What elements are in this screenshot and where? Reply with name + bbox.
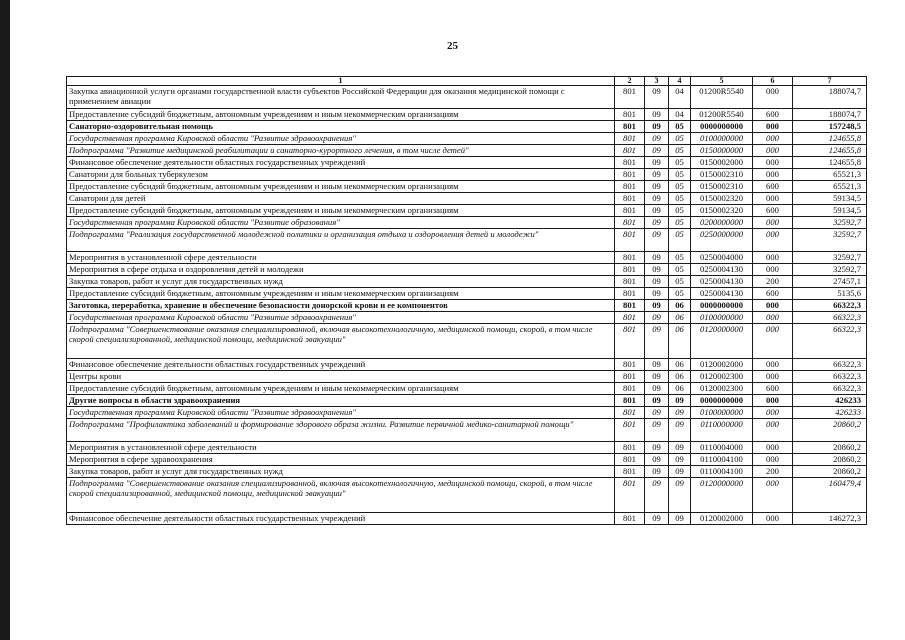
amount-cell: 32592,7 [793,252,867,264]
table-row [67,217,867,229]
table-header-row [67,77,867,86]
table-row [67,133,867,145]
target-article-cell: 0250004130 [691,276,753,288]
section-code-cell: 09 [645,359,669,371]
header-cell: 3 [645,77,669,86]
table-row [67,371,867,383]
expense-name-cell: Финансовое обеспечение деятельности областных государственных учреждений [67,513,615,525]
section-code-cell: 09 [645,383,669,395]
section-code-cell: 09 [645,371,669,383]
amount-cell: 160479,4 [793,478,867,513]
amount-cell: 66322,3 [793,324,867,359]
amount-cell: 32592,7 [793,217,867,229]
subsection-code-cell: 06 [669,312,691,324]
target-article-cell: 0110004000 [691,442,753,454]
target-article-cell: 0120002000 [691,359,753,371]
subsection-code-cell: 09 [669,513,691,525]
section-code-cell: 09 [645,276,669,288]
subsection-code-cell: 05 [669,133,691,145]
amount-cell: 20860,2 [793,442,867,454]
section-code-cell: 09 [645,264,669,276]
expense-type-cell: 000 [753,300,793,312]
expense-type-cell: 000 [753,312,793,324]
table-row [67,229,867,252]
expense-name-cell: Финансовое обеспечение деятельности областных государственных учреждений [67,359,615,371]
ministry-code-cell: 801 [615,276,645,288]
table-row [67,276,867,288]
subsection-code-cell: 09 [669,454,691,466]
target-article-cell: 0150000000 [691,145,753,157]
expense-name-cell: Финансовое обеспечение деятельности областных государственных учреждений [67,157,615,169]
ministry-code-cell: 801 [615,288,645,300]
amount-cell: 66322,3 [793,300,867,312]
subsection-code-cell: 05 [669,276,691,288]
ministry-code-cell: 801 [615,229,645,252]
expense-type-cell: 600 [753,109,793,121]
ministry-code-cell: 801 [615,478,645,513]
subsection-code-cell: 04 [669,86,691,109]
expense-type-cell: 000 [753,157,793,169]
section-code-cell: 09 [645,419,669,442]
section-code-cell: 09 [645,169,669,181]
section-code-cell: 09 [645,133,669,145]
header-cell: 6 [753,77,793,86]
ministry-code-cell: 801 [615,442,645,454]
section-code-cell: 09 [645,86,669,109]
expense-name-cell: Государственная программа Кировской области "Развитие здравоохранения" [67,407,615,419]
amount-cell: 124655,8 [793,133,867,145]
header-cell: 4 [669,77,691,86]
subsection-code-cell: 05 [669,217,691,229]
ministry-code-cell: 801 [615,454,645,466]
table-row [67,205,867,217]
ministry-code-cell: 801 [615,205,645,217]
table-row [67,169,867,181]
table-row [67,181,867,193]
expense-type-cell: 000 [753,454,793,466]
expense-type-cell: 000 [753,419,793,442]
table-row [67,442,867,454]
ministry-code-cell: 801 [615,145,645,157]
target-article-cell: 0110000000 [691,419,753,442]
expense-type-cell: 000 [753,145,793,157]
target-article-cell: 01200R5540 [691,109,753,121]
subsection-code-cell: 06 [669,300,691,312]
expense-type-cell: 600 [753,288,793,300]
expense-name-cell: Закупка товаров, работ и услуг для государственных нужд [67,466,615,478]
ministry-code-cell: 801 [615,121,645,133]
expense-name-cell: Закупка товаров, работ и услуг для государственных нужд [67,276,615,288]
expense-type-cell: 000 [753,121,793,133]
expense-name-cell: Подпрограмма "Совершенствование оказания специализированной, включая высокотехнологичную, медицинской помощи, скорой, в том числе скорой специализированной, медицинской помощи, медицинской эвакуации" [67,478,615,513]
amount-cell: 146272,3 [793,513,867,525]
header-cell: 1 [67,77,615,86]
expense-type-cell: 200 [753,466,793,478]
expense-name-cell: Мероприятия в установленной сфере деятельности [67,252,615,264]
section-code-cell: 09 [645,229,669,252]
subsection-code-cell: 05 [669,169,691,181]
subsection-code-cell: 05 [669,121,691,133]
subsection-code-cell: 09 [669,407,691,419]
ministry-code-cell: 801 [615,466,645,478]
ministry-code-cell: 801 [615,133,645,145]
expense-type-cell: 600 [753,181,793,193]
section-code-cell: 09 [645,181,669,193]
target-article-cell: 0000000000 [691,300,753,312]
target-article-cell: 0110004100 [691,454,753,466]
subsection-code-cell: 06 [669,371,691,383]
section-code-cell: 09 [645,193,669,205]
table-row [67,383,867,395]
amount-cell: 27457,1 [793,276,867,288]
expense-type-cell: 000 [753,193,793,205]
ministry-code-cell: 801 [615,407,645,419]
target-article-cell: 01200R5540 [691,86,753,109]
expense-name-cell: Мероприятия в установленной сфере деятельности [67,442,615,454]
amount-cell: 124655,8 [793,145,867,157]
ministry-code-cell: 801 [615,181,645,193]
expense-type-cell: 000 [753,359,793,371]
section-code-cell: 09 [645,252,669,264]
expense-type-cell: 000 [753,133,793,145]
target-article-cell: 0000000000 [691,395,753,407]
ministry-code-cell: 801 [615,252,645,264]
expense-name-cell: Другие вопросы в области здравоохранения [67,395,615,407]
expense-name-cell: Предоставление субсидий бюджетным, автономным учреждениям и иным некоммерческим организациям [67,205,615,217]
target-article-cell: 0150002310 [691,169,753,181]
section-code-cell: 09 [645,121,669,133]
section-code-cell: 09 [645,205,669,217]
expense-type-cell: 000 [753,395,793,407]
subsection-code-cell: 09 [669,442,691,454]
subsection-code-cell: 05 [669,288,691,300]
subsection-code-cell: 04 [669,109,691,121]
ministry-code-cell: 801 [615,383,645,395]
subsection-code-cell: 09 [669,419,691,442]
target-article-cell: 0250004000 [691,252,753,264]
expense-name-cell: Предоставление субсидий бюджетным, автономным учреждениям и иным некоммерческим организациям [67,383,615,395]
table-row [67,359,867,371]
ministry-code-cell: 801 [615,324,645,359]
target-article-cell: 0120000000 [691,478,753,513]
amount-cell: 32592,7 [793,229,867,252]
expense-type-cell: 000 [753,407,793,419]
table-row [67,252,867,264]
expense-name-cell: Санаторно-оздоровительная помощь [67,121,615,133]
amount-cell: 66322,3 [793,371,867,383]
section-code-cell: 09 [645,109,669,121]
expense-name-cell: Санатории для больных туберкулезом [67,169,615,181]
table-row [67,109,867,121]
table-row [67,300,867,312]
table-row [67,121,867,133]
ministry-code-cell: 801 [615,109,645,121]
amount-cell: 5135,6 [793,288,867,300]
target-article-cell: 0200000000 [691,217,753,229]
page-number: 25 [447,40,458,52]
expense-name-cell: Предоставление субсидий бюджетным, автономным учреждениям и иным некоммерческим организациям [67,288,615,300]
amount-cell: 66322,3 [793,312,867,324]
ministry-code-cell: 801 [615,371,645,383]
expense-type-cell: 600 [753,383,793,395]
target-article-cell: 0150002320 [691,193,753,205]
target-article-cell: 0120000000 [691,324,753,359]
expense-name-cell: Мероприятия в сфере здравоохранения [67,454,615,466]
subsection-code-cell: 06 [669,383,691,395]
ministry-code-cell: 801 [615,513,645,525]
subsection-code-cell: 06 [669,359,691,371]
ministry-code-cell: 801 [615,193,645,205]
expense-type-cell: 000 [753,252,793,264]
ministry-code-cell: 801 [615,264,645,276]
target-article-cell: 0110004100 [691,466,753,478]
budget-table [66,76,867,525]
expense-type-cell: 000 [753,324,793,359]
subsection-code-cell: 09 [669,466,691,478]
section-code-cell: 09 [645,288,669,300]
section-code-cell: 09 [645,407,669,419]
expense-type-cell: 000 [753,217,793,229]
target-article-cell: 0120002000 [691,513,753,525]
table-row [67,419,867,442]
expense-type-cell: 000 [753,478,793,513]
ministry-code-cell: 801 [615,169,645,181]
section-code-cell: 09 [645,466,669,478]
expense-name-cell: Санатории для детей [67,193,615,205]
amount-cell: 426233 [793,407,867,419]
subsection-code-cell: 06 [669,324,691,359]
subsection-code-cell: 05 [669,193,691,205]
amount-cell: 124655,8 [793,157,867,169]
expense-type-cell: 200 [753,276,793,288]
table-row [67,312,867,324]
amount-cell: 157248,5 [793,121,867,133]
target-article-cell: 0250004130 [691,288,753,300]
target-article-cell: 0100000000 [691,407,753,419]
expense-type-cell: 000 [753,86,793,109]
target-article-cell: 0150002310 [691,181,753,193]
amount-cell: 66322,3 [793,359,867,371]
header-cell: 7 [793,77,867,86]
expense-name-cell: Государственная программа Кировской области "Развитие образования" [67,217,615,229]
ministry-code-cell: 801 [615,157,645,169]
target-article-cell: 0150002000 [691,157,753,169]
target-article-cell: 0120002300 [691,371,753,383]
subsection-code-cell: 05 [669,181,691,193]
expense-name-cell: Подпрограмма "Развитие медицинской реабилитации и санаторно-курортного лечения, в том числе детей" [67,145,615,157]
expense-name-cell: Подпрограмма "Совершенствование оказания специализированной, включая высокотехнологичную, медицинской помощи, скорой, в том числе скорой специализированной, медицинской помощи, медицинской эвакуации" [67,324,615,359]
section-code-cell: 09 [645,145,669,157]
expense-name-cell: Предоставление субсидий бюджетным, автономным учреждениям и иным некоммерческим организациям [67,109,615,121]
target-article-cell: 0100000000 [691,312,753,324]
table-row [67,145,867,157]
table-body [67,77,867,525]
amount-cell: 59134,5 [793,193,867,205]
amount-cell: 59134,5 [793,205,867,217]
amount-cell: 32592,7 [793,264,867,276]
ministry-code-cell: 801 [615,395,645,407]
ministry-code-cell: 801 [615,86,645,109]
subsection-code-cell: 05 [669,252,691,264]
amount-cell: 20860,2 [793,466,867,478]
section-code-cell: 09 [645,454,669,466]
table-row [67,288,867,300]
ministry-code-cell: 801 [615,419,645,442]
ministry-code-cell: 801 [615,359,645,371]
subsection-code-cell: 05 [669,145,691,157]
amount-cell: 65521,3 [793,181,867,193]
target-article-cell: 0120002300 [691,383,753,395]
section-code-cell: 09 [645,513,669,525]
ministry-code-cell: 801 [615,217,645,229]
expense-name-cell: Центры крови [67,371,615,383]
ministry-code-cell: 801 [615,300,645,312]
scan-binding-edge [0,0,10,640]
target-article-cell: 0150002320 [691,205,753,217]
amount-cell: 20860,2 [793,454,867,466]
expense-type-cell: 000 [753,169,793,181]
expense-name-cell: Подпрограмма "Профилактика заболеваний и формирование здорового образа жизни. Развитие первичной медико-санитарной помощи" [67,419,615,442]
expense-name-cell: Государственная программа Кировской области "Развитие здравоохранения" [67,133,615,145]
expense-name-cell: Мероприятия в сфере отдыха и оздоровления детей и молодежи [67,264,615,276]
section-code-cell: 09 [645,217,669,229]
table-row [67,86,867,109]
target-article-cell: 0250000000 [691,229,753,252]
target-article-cell: 0100000000 [691,133,753,145]
expense-name-cell: Государственная программа Кировской области "Развитие здравоохранения" [67,312,615,324]
expense-type-cell: 000 [753,371,793,383]
section-code-cell: 09 [645,300,669,312]
expense-type-cell: 000 [753,229,793,252]
table-row [67,454,867,466]
table-row [67,193,867,205]
expense-type-cell: 600 [753,205,793,217]
expense-name-cell: Заготовка, переработка, хранение и обеспечение безопасности донорской крови и ее компонентов [67,300,615,312]
table-row [67,157,867,169]
target-article-cell: 0250004130 [691,264,753,276]
expense-name-cell: Предоставление субсидий бюджетным, автономным учреждениям и иным некоммерческим организациям [67,181,615,193]
amount-cell: 188074,7 [793,86,867,109]
header-cell: 5 [691,77,753,86]
amount-cell: 426233 [793,395,867,407]
section-code-cell: 09 [645,157,669,169]
section-code-cell: 09 [645,478,669,513]
subsection-code-cell: 09 [669,395,691,407]
section-code-cell: 09 [645,442,669,454]
amount-cell: 65521,3 [793,169,867,181]
expense-type-cell: 000 [753,442,793,454]
expense-name-cell: Закупка авиационной услуги органами государственной власти субъектов Российской Федерации для оказания медицинской помощи с применением авиации [67,86,615,109]
amount-cell: 188074,7 [793,109,867,121]
table-row [67,264,867,276]
table-row [67,395,867,407]
ministry-code-cell: 801 [615,312,645,324]
table-row [67,324,867,359]
table-row [67,466,867,478]
amount-cell: 20860,2 [793,419,867,442]
table-row [67,513,867,525]
amount-cell: 66322,3 [793,383,867,395]
section-code-cell: 09 [645,324,669,359]
section-code-cell: 09 [645,395,669,407]
subsection-code-cell: 05 [669,205,691,217]
table-row [67,478,867,513]
subsection-code-cell: 05 [669,264,691,276]
expense-type-cell: 000 [753,264,793,276]
subsection-code-cell: 05 [669,229,691,252]
expense-type-cell: 000 [753,513,793,525]
section-code-cell: 09 [645,312,669,324]
subsection-code-cell: 09 [669,478,691,513]
header-cell: 2 [615,77,645,86]
target-article-cell: 0000000000 [691,121,753,133]
expense-name-cell: Подпрограмма "Реализация государственной молодежной политики и организация отдыха и оздоровления детей и молодежи" [67,229,615,252]
subsection-code-cell: 05 [669,157,691,169]
table-row [67,407,867,419]
